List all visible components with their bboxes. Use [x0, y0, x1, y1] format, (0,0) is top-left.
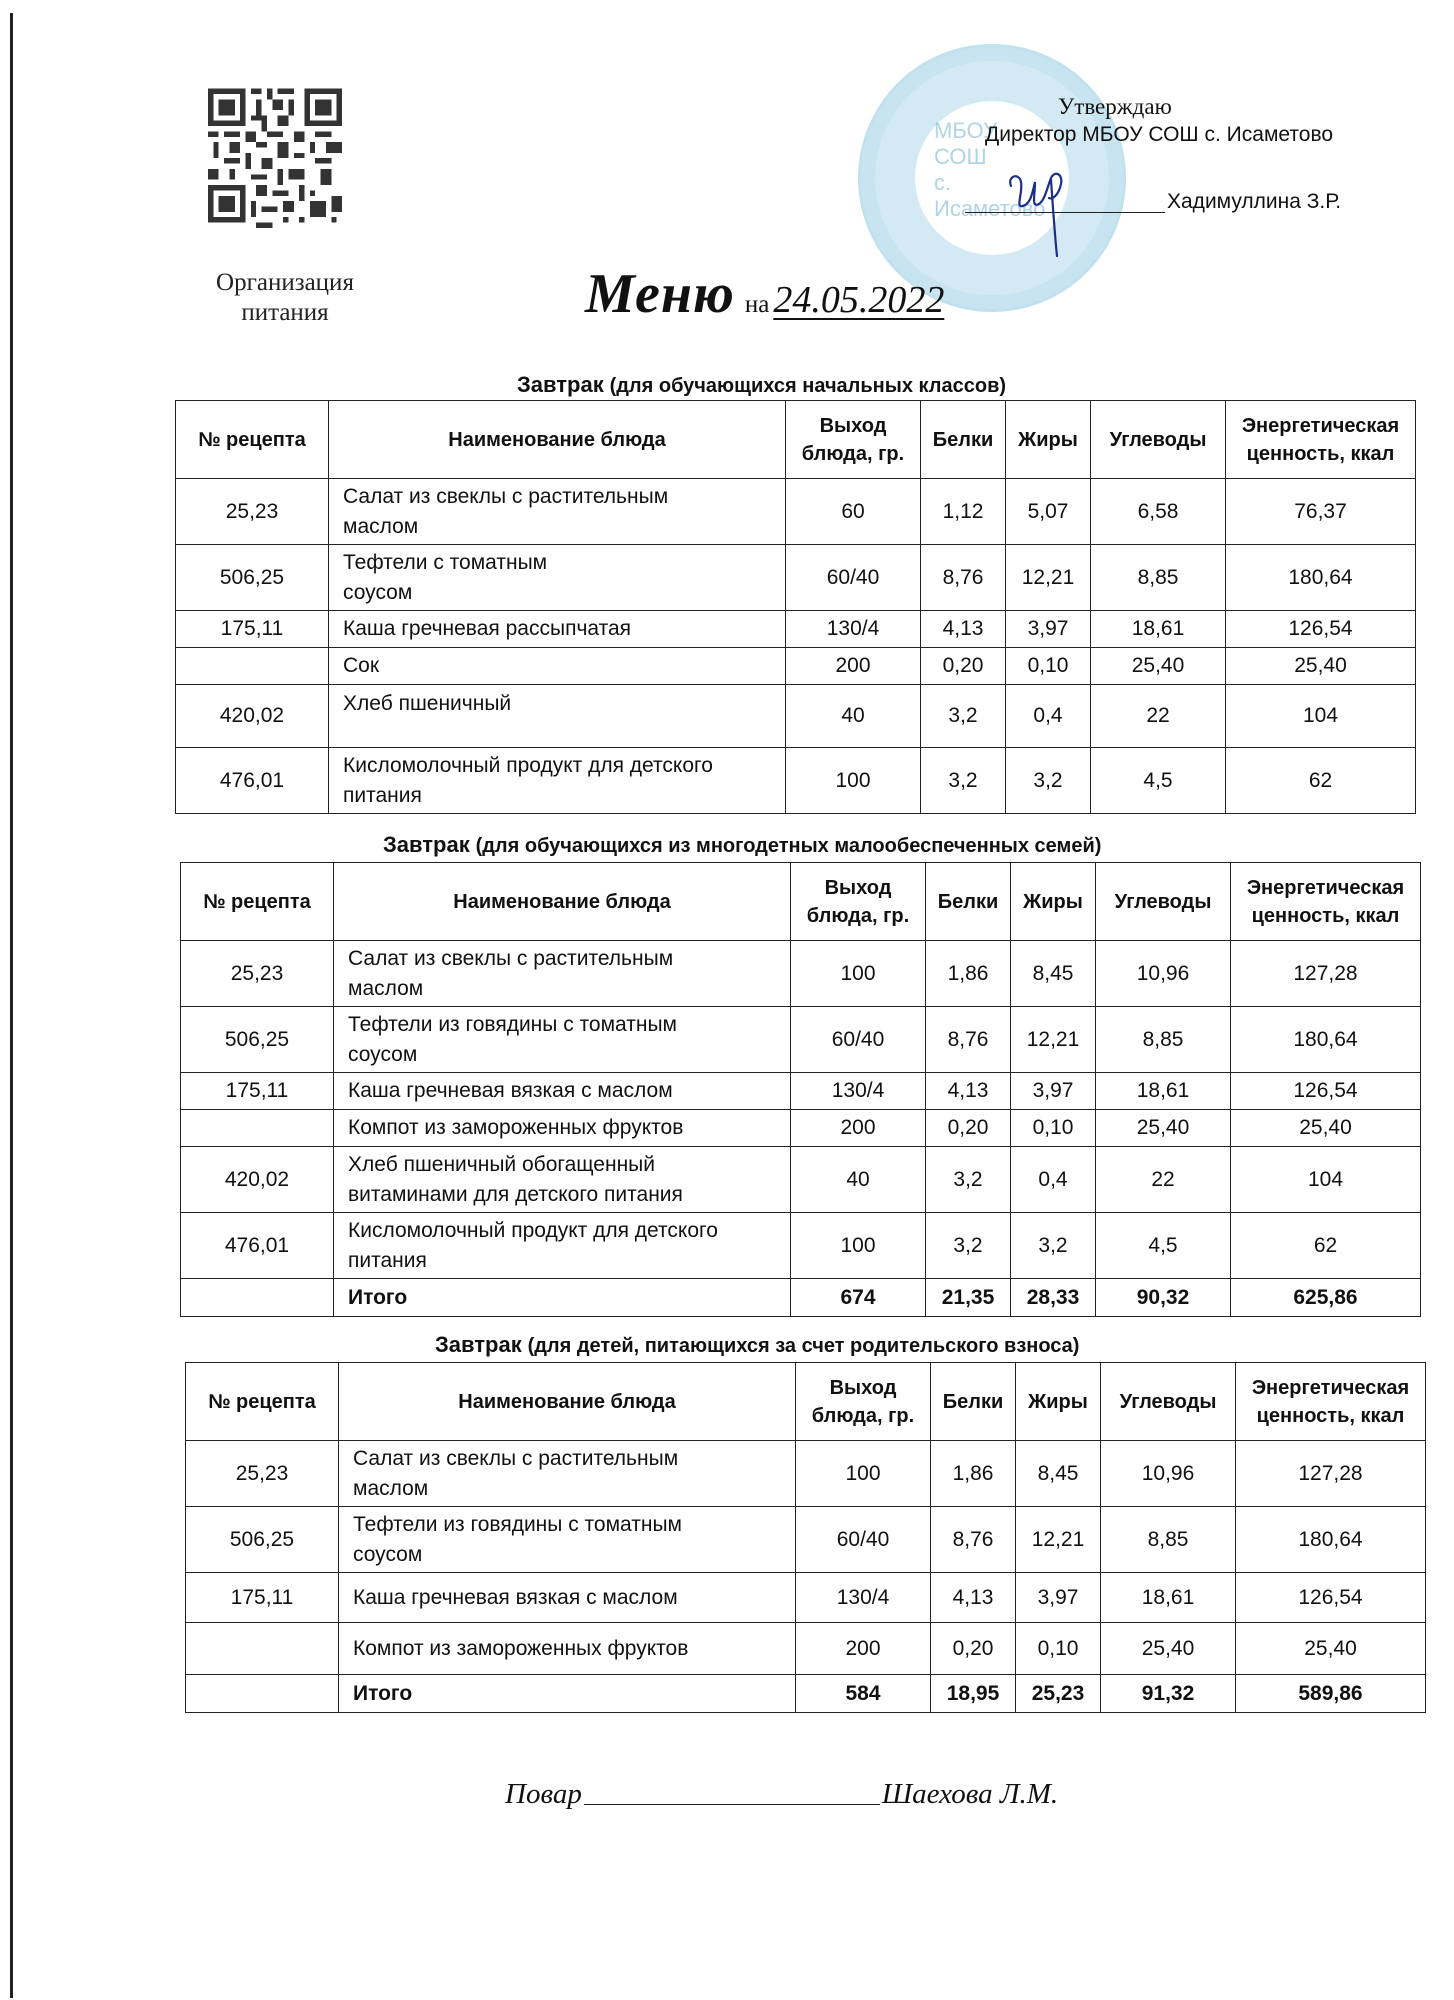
cell-carbs: 22: [1096, 1147, 1231, 1213]
cell-name: Каша гречневая вязкая с маслом: [334, 1073, 791, 1110]
cell-carbs: 4,5: [1091, 748, 1226, 814]
cell-energy: 104: [1231, 1147, 1421, 1213]
col-fats: Жиры: [1016, 1363, 1101, 1441]
cell-proteins: 8,76: [931, 1507, 1016, 1573]
cell-carbs: 10,96: [1101, 1441, 1236, 1507]
table-row: [181, 1007, 1421, 1073]
cell-fats: 3,2: [1011, 1213, 1096, 1279]
section-title-bold: Завтрак: [383, 832, 470, 857]
cell-proteins: 1,86: [931, 1441, 1016, 1507]
cook-label: Повар: [505, 1778, 582, 1810]
table-row: [176, 611, 1416, 648]
cell-recipe: [186, 1623, 339, 1675]
cell-recipe: 175,11: [181, 1073, 334, 1110]
cell-recipe: 25,23: [176, 479, 329, 545]
cell-carbs: 8,85: [1096, 1007, 1231, 1073]
cell-name: Сок: [329, 648, 786, 685]
cell-name: Компот из замороженных фруктов: [334, 1110, 791, 1147]
section-title-bold: Завтрак: [517, 372, 604, 397]
cell-energy: 127,28: [1236, 1441, 1426, 1507]
cell-yield: 130/4: [796, 1573, 931, 1623]
cook-name: Шаехова Л.М.: [881, 1778, 1059, 1810]
cell-recipe: 175,11: [176, 611, 329, 648]
cell-name: Тефтели из говядины с томатным соусом: [334, 1007, 791, 1073]
cell-energy: 76,37: [1226, 479, 1416, 545]
total-proteins: 18,95: [931, 1675, 1016, 1713]
menu-table-primary: [175, 400, 1416, 814]
cell-yield: 200: [786, 648, 921, 685]
col-carbs: Углеводы: [1101, 1363, 1236, 1441]
cell-carbs: 6,58: [1091, 479, 1226, 545]
col-yield: Выход блюда, гр.: [796, 1363, 931, 1441]
section-title-primary: [517, 372, 1006, 398]
col-recipe: № рецепта: [186, 1363, 339, 1441]
cell-energy: 127,28: [1231, 941, 1421, 1007]
cell-recipe: [181, 1110, 334, 1147]
cell-recipe: 506,25: [186, 1507, 339, 1573]
director-signature-icon: [1005, 168, 1085, 258]
stamp-text-line2: с. Исаметово: [934, 170, 1046, 221]
total-yield: 674: [791, 1279, 926, 1317]
total-yield: 584: [796, 1675, 931, 1713]
cell-fats: 3,97: [1011, 1073, 1096, 1110]
table-row: [176, 648, 1416, 685]
section-title-bold: Завтрак: [435, 1332, 522, 1357]
cell-fats: 5,07: [1006, 479, 1091, 545]
col-proteins: Белки: [921, 401, 1006, 479]
col-proteins: Белки: [926, 863, 1011, 941]
cell-proteins: 1,12: [921, 479, 1006, 545]
table-header-row: [181, 863, 1421, 941]
cell-name: Кисломолочный продукт для детского питания: [329, 748, 786, 814]
table-total-row: [186, 1675, 1426, 1713]
director-name: Хадимуллина З.Р.: [1167, 190, 1342, 213]
cell-recipe: [176, 648, 329, 685]
col-energy: Энергетическая ценность, ккал: [1236, 1363, 1426, 1441]
table-row: [181, 1213, 1421, 1279]
cell-energy: 62: [1226, 748, 1416, 814]
menu-table-large-families: [180, 862, 1421, 1317]
cell-fats: 12,21: [1006, 545, 1091, 611]
approve-role: Директор МБОУ СОШ с. Исаметово: [985, 123, 1334, 146]
total-fats: 25,23: [1016, 1675, 1101, 1713]
section-title-large-families: [383, 832, 1101, 858]
total-carbs: 91,32: [1101, 1675, 1236, 1713]
cell-carbs: 25,40: [1096, 1110, 1231, 1147]
total-energy: 589,86: [1236, 1675, 1426, 1713]
cell-proteins: 1,86: [926, 941, 1011, 1007]
total-energy: 625,86: [1231, 1279, 1421, 1317]
cell-name: Хлеб пшеничный обогащенный витаминами для детского питания: [334, 1147, 791, 1213]
col-proteins: Белки: [931, 1363, 1016, 1441]
cell-fats: 0,4: [1006, 685, 1091, 748]
cell-yield: 100: [796, 1441, 931, 1507]
cell-recipe: 420,02: [176, 685, 329, 748]
cell-recipe: 476,01: [181, 1213, 334, 1279]
cell-carbs: 25,40: [1101, 1623, 1236, 1675]
cell-fats: 3,97: [1016, 1573, 1101, 1623]
cell-name: Тефтели из говядины с томатным соусом: [339, 1507, 796, 1573]
cell-carbs: 8,85: [1101, 1507, 1236, 1573]
title-on: на: [744, 291, 770, 318]
cell-name: Салат из свеклы с растительным маслом: [334, 941, 791, 1007]
section-title-rest: (для обучающихся из многодетных малообеспеченных семей): [475, 835, 1102, 857]
cell-yield: 60: [786, 479, 921, 545]
menu-date: 24.05.2022: [773, 279, 945, 321]
qr-code-icon: [208, 88, 342, 266]
cell-recipe: 506,25: [181, 1007, 334, 1073]
cell-energy: 62: [1231, 1213, 1421, 1279]
cell-recipe: 25,23: [186, 1441, 339, 1507]
cell-carbs: 4,5: [1096, 1213, 1231, 1279]
cell-energy: 25,40: [1236, 1623, 1426, 1675]
qr-caption-line1: Организация: [216, 269, 354, 296]
cell-name: Кисломолочный продукт для детского питания: [334, 1213, 791, 1279]
cell-proteins: 0,20: [931, 1623, 1016, 1675]
cell-recipe: 175,11: [186, 1573, 339, 1623]
cell-yield: 60/40: [786, 545, 921, 611]
cell-energy: 180,64: [1236, 1507, 1426, 1573]
table-row: [186, 1507, 1426, 1573]
cell-carbs: 8,85: [1091, 545, 1226, 611]
cell-name: Каша гречневая вязкая с маслом: [339, 1573, 796, 1623]
cell-fats: 8,45: [1011, 941, 1096, 1007]
total-fats: 28,33: [1011, 1279, 1096, 1317]
cell-proteins: 4,13: [931, 1573, 1016, 1623]
cell-fats: 12,21: [1016, 1507, 1101, 1573]
total-label: Итого: [339, 1675, 796, 1713]
cell-proteins: 0,20: [926, 1110, 1011, 1147]
cell-name: Тефтели с томатным соусом: [329, 545, 786, 611]
cell-yield: 100: [791, 941, 926, 1007]
table-row: [186, 1441, 1426, 1507]
col-yield: Выход блюда, гр.: [786, 401, 921, 479]
page-title: [585, 262, 944, 326]
cell-proteins: 3,2: [926, 1213, 1011, 1279]
cell-name: Салат из свеклы с растительным маслом: [339, 1441, 796, 1507]
cell-proteins: 3,2: [921, 685, 1006, 748]
cell-name: Хлеб пшеничный: [329, 685, 786, 748]
cook-signature-line: [584, 1804, 880, 1805]
cell-energy: 126,54: [1226, 611, 1416, 648]
cell-energy: 104: [1226, 685, 1416, 748]
cell-yield: 40: [791, 1147, 926, 1213]
table-row: [181, 1110, 1421, 1147]
cell-energy: 25,40: [1226, 648, 1416, 685]
cell-fats: 0,4: [1011, 1147, 1096, 1213]
cell-yield: 100: [791, 1213, 926, 1279]
cell-yield: 100: [786, 748, 921, 814]
cell-recipe: 25,23: [181, 941, 334, 1007]
col-energy: Энергетическая ценность, ккал: [1231, 863, 1421, 941]
qr-caption-line2: питания: [241, 299, 329, 326]
cell-carbs: 18,61: [1091, 611, 1226, 648]
total-proteins: 21,35: [926, 1279, 1011, 1317]
cell-carbs: 22: [1091, 685, 1226, 748]
col-carbs: Углеводы: [1091, 401, 1226, 479]
table-row: [186, 1573, 1426, 1623]
table-header-row: [176, 401, 1416, 479]
col-name: Наименование блюда: [339, 1363, 796, 1441]
cell-proteins: 3,2: [926, 1147, 1011, 1213]
cell-fats: 0,10: [1006, 648, 1091, 685]
cell-fats: 12,21: [1011, 1007, 1096, 1073]
table-row: [176, 479, 1416, 545]
cell-proteins: 4,13: [921, 611, 1006, 648]
section-title-rest: (для обучающихся начальных классов): [609, 375, 1007, 397]
cell-recipe: 476,01: [176, 748, 329, 814]
cell-name: Каша гречневая рассыпчатая: [329, 611, 786, 648]
cell-recipe: [186, 1675, 339, 1713]
table-total-row: [181, 1279, 1421, 1317]
table-row: [176, 748, 1416, 814]
col-name: Наименование блюда: [329, 401, 786, 479]
cell-recipe: [181, 1279, 334, 1317]
cell-proteins: 8,76: [926, 1007, 1011, 1073]
cell-energy: 180,64: [1231, 1007, 1421, 1073]
col-recipe: № рецепта: [176, 401, 329, 479]
qr-caption: [200, 268, 370, 328]
cell-fats: 3,2: [1006, 748, 1091, 814]
cell-proteins: 8,76: [921, 545, 1006, 611]
cell-carbs: 25,40: [1091, 648, 1226, 685]
table-row: [176, 545, 1416, 611]
cell-yield: 200: [791, 1110, 926, 1147]
title-main: Меню: [585, 263, 735, 325]
col-energy: Энергетическая ценность, ккал: [1226, 401, 1416, 479]
col-yield: Выход блюда, гр.: [791, 863, 926, 941]
table-row: [181, 1073, 1421, 1110]
cell-yield: 60/40: [796, 1507, 931, 1573]
cell-energy: 126,54: [1231, 1073, 1421, 1110]
cell-proteins: 3,2: [921, 748, 1006, 814]
cell-fats: 3,97: [1006, 611, 1091, 648]
cell-energy: 25,40: [1231, 1110, 1421, 1147]
cell-proteins: 0,20: [921, 648, 1006, 685]
cell-fats: 0,10: [1016, 1623, 1101, 1675]
approve-title: Утверждаю: [1058, 94, 1172, 119]
col-recipe: № рецепта: [181, 863, 334, 941]
cell-recipe: 420,02: [181, 1147, 334, 1213]
cell-yield: 40: [786, 685, 921, 748]
page-edge-border: [10, 13, 13, 1998]
cell-yield: 60/40: [791, 1007, 926, 1073]
table-header-row: [186, 1363, 1426, 1441]
cell-carbs: 18,61: [1101, 1573, 1236, 1623]
cell-carbs: 18,61: [1096, 1073, 1231, 1110]
cook-signature-block: [505, 1778, 1058, 1811]
col-fats: Жиры: [1011, 863, 1096, 941]
section-title-parent-paid: [435, 1332, 1079, 1358]
table-row: [181, 1147, 1421, 1213]
table-row: [176, 685, 1416, 748]
menu-table-parent-paid: [185, 1362, 1426, 1713]
cell-yield: 200: [796, 1623, 931, 1675]
cell-fats: 0,10: [1011, 1110, 1096, 1147]
cell-energy: 180,64: [1226, 545, 1416, 611]
table-row: [186, 1623, 1426, 1675]
cell-energy: 126,54: [1236, 1573, 1426, 1623]
cell-proteins: 4,13: [926, 1073, 1011, 1110]
cell-yield: 130/4: [786, 611, 921, 648]
cell-recipe: 506,25: [176, 545, 329, 611]
table-row: [181, 941, 1421, 1007]
col-carbs: Углеводы: [1096, 863, 1231, 941]
stamp-text-line1: МБОУ СОШ: [934, 118, 998, 169]
total-carbs: 90,32: [1096, 1279, 1231, 1317]
total-label: Итого: [334, 1279, 791, 1317]
cell-name: Компот из замороженных фруктов: [339, 1623, 796, 1675]
cell-yield: 130/4: [791, 1073, 926, 1110]
col-fats: Жиры: [1006, 401, 1091, 479]
cell-carbs: 10,96: [1096, 941, 1231, 1007]
section-title-rest: (для детей, питающихся за счет родительского взноса): [527, 1335, 1080, 1357]
cell-name: Салат из свеклы с растительным маслом: [329, 479, 786, 545]
col-name: Наименование блюда: [334, 863, 791, 941]
cell-fats: 8,45: [1016, 1441, 1101, 1507]
